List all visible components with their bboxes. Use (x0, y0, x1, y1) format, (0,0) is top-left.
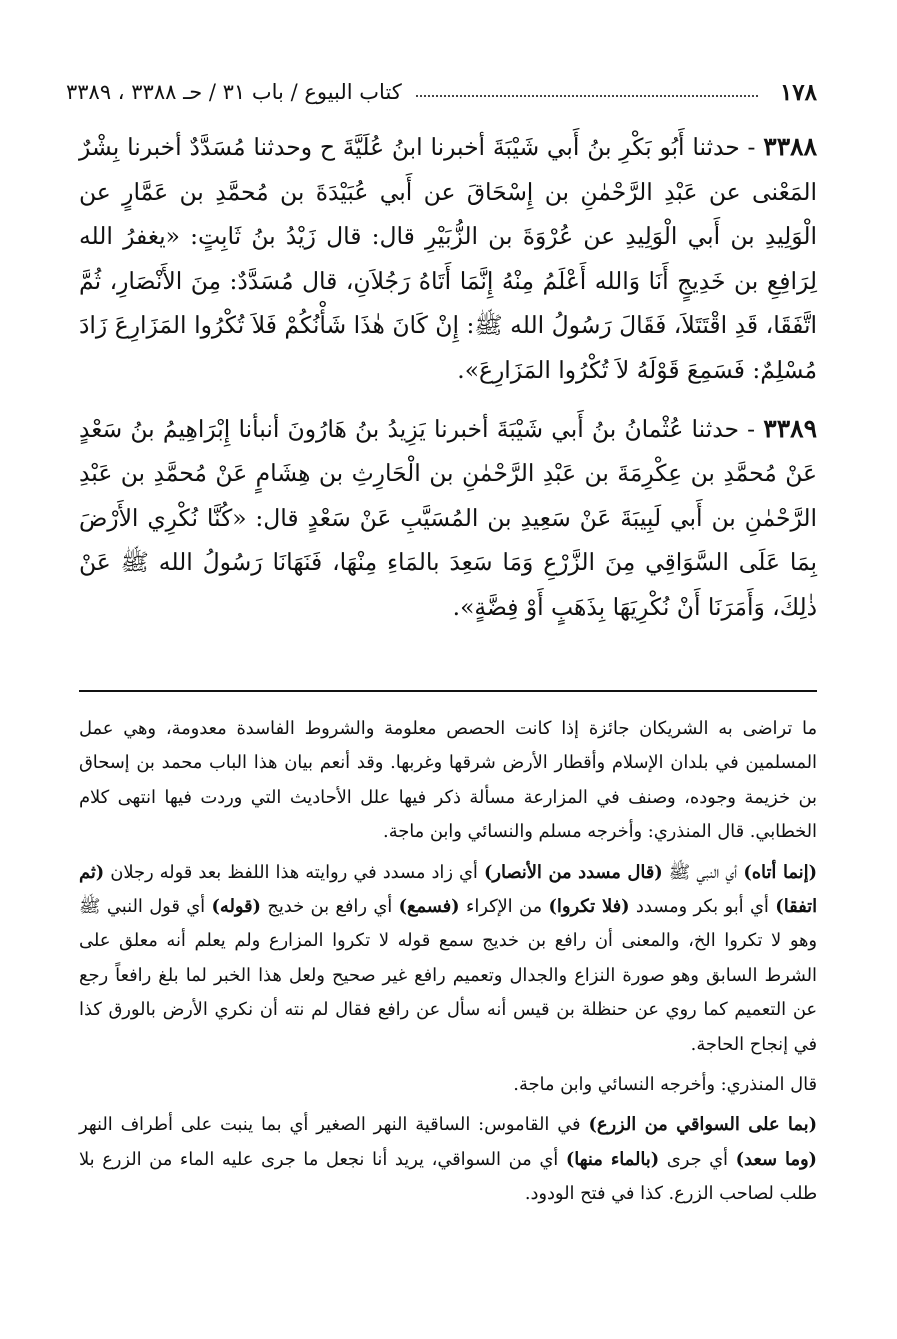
hadith-text: - حدثنا عُثْمانُ بنُ أَبي شَيْبَةَ أخبرنا يَزِيدُ بنُ هَارُونَ أنبأنا إِبْرَاهِيمُ بنُ سَعْدٍ عَنْ مُحمَّدِ بن عِكْرِمَةَ بن عَبْدِ الرَّحْمٰنِ بن الْحَارِثِ بن هِشَامٍ عَنْ مُحمَّدِ بن عَبْدِ الرَّحْمٰنِ بن أَبي لَبِيبَةَ عَنْ سَعِيدِ بن المُسَيَّبِ عَنْ سَعْدٍ قال: «كُنَّا نُكْرِي الأَرْضَ بِمَا عَلَى السَّوَاقِي مِنَ الزَّرْعِ وَمَا سَعِدَ بالمَاءِ مِنْهَا، فَنَهَانَا رَسُولُ الله ﷺ عَنْ ذٰلِكَ، وَأَمَرَنَا أَنْ نُكْرِيَهَا بِذَهَبٍ أَوْ فِضَّةٍ». (79, 414, 817, 621)
running-header (66, 72, 817, 112)
explanation: أي من السواقي، يريد أنا نجعل ما جرى عليه الماء من الزرع بلا طلب لصاحب الزرع. كذا في فتح الودود. (79, 1148, 817, 1205)
commentary (79, 712, 817, 1218)
main-text (79, 125, 817, 644)
header-leader-dots (416, 95, 758, 97)
term: (إنما أتاه) (743, 861, 817, 883)
header-title: كتاب البيوع / باب ٣١ / حـ ٣٣٨٨ ، ٣٣٨٩ (66, 80, 402, 104)
explanation: أي قول النبي ﷺ وهو لا تكروا الخ، والمعنى أن رافع بن خديج سمع قوله لا تكروا المزارع ولم يعلم أنه معلق على الشرط السابق وهو صورة النزاع والجدال وتعميم رافع غير صحيح ولعل هذا الخبر لما بلغ رافعاً رجع عن التعميم كما روي عن حنظلة بن قيس أنه سأل عن رافع فقال لم نته أن نكري الأرض بالورق كذا في إنجاح الحاجة. (79, 896, 817, 1055)
page-number: ١٧٨ (779, 78, 817, 106)
hadith-3388 (79, 125, 817, 393)
explanation: أي رافع بن خديج (260, 896, 399, 918)
hadith-number: ٣٣٨٨ (763, 132, 817, 161)
explanation: من الإكراء (459, 896, 549, 918)
commentary-paragraph (79, 856, 817, 1062)
commentary-paragraph: قال المنذري: وأخرجه النسائي وابن ماجة. (513, 1074, 817, 1096)
explanation: أي جرى (659, 1148, 736, 1170)
term: (قال مسدد من الأنصار) (483, 861, 663, 883)
explanation: أي النبي ﷺ (662, 861, 744, 883)
term: (بالماء منها) (565, 1148, 660, 1170)
hadith-number: ٣٣٨٩ (763, 413, 817, 443)
term: (فسمع) (398, 896, 460, 918)
term: (فلا تكروا) (548, 896, 630, 918)
term: (قوله) (211, 896, 261, 918)
hadith-3389 (79, 407, 817, 630)
term: (ثم اتفقا) (79, 861, 818, 918)
footnote-divider (79, 690, 817, 692)
commentary-paragraph: ما تراضى به الشريكان جائزة إذا كانت الحصص معلومة والشروط الفاسدة معدومة، وهي عمل المسلمين في بلدان الإسلام وأقطار الأرض شرقها وغربها. وقد أنعم بيان هذا الباب محمد بن إسحاق بن خزيمة وجوده، وصنف في المزارعة مسألة ذكر فيها علل الأحاديث التي وردت فيها انتهى كلام الخطابي. قال المنذري: وأخرجه مسلم والنسائي وابن ماجة. (79, 718, 817, 843)
term: (بما على السواقي من الزرع) (588, 1114, 817, 1136)
explanation: في القاموس: الساقية النهر الصغير أي بما ينبت على أطراف النهر (79, 1114, 589, 1136)
hadith-text: - حدثنا أَبُو بَكْرِ بنُ أَبي شَيْبَةَ أخبرنا ابنُ عُلَيَّةَ ح وحدثنا مُسَدَّدٌ أخبرنا بِشْرٌ المَعْنى عن عَبْدِ الرَّحْمٰنِ بن إِسْحَاقَ عن أَبي عُبَيْدَةَ بن مُحمَّدِ بن عَمَّارٍ عن الْوَلِيدِ بن أَبي الْوَلِيدِ عن عُرْوَةَ بن الزُّبَيْرِ قال: قال زَيْدُ بنُ ثَابِتٍ: «يغفرُ الله لِرَافِعِ بن خَدِيجٍ أَنَا وَالله أَعْلَمُ مِنْهُ إِنَّمَا أَتَاهُ رَجُلاَنِ، قال مُسَدَّدٌ: مِنَ الأَنْصَارِ، ثُمَّ اتَّفَقَا، قَدِ اقْتَتَلاَ، فَقَالَ رَسُولُ الله ﷺ: إِنْ كَانَ هٰذَا شَأْنُكُمْ فَلاَ تُكْرُوا المَزَارِعَ زَادَ مُسْلِمٌ: فَسَمِعَ قَوْلَهُ لاَ تُكْرُوا المَزَارِعَ». (79, 133, 817, 384)
explanation: أي زاد مسدد في روايته هذا اللفظ بعد قوله رجلان (104, 861, 484, 883)
explanation: أي أبو بكر ومسدد (629, 896, 776, 918)
term: (وما سعد) (735, 1148, 817, 1170)
commentary-paragraph (79, 1108, 817, 1211)
